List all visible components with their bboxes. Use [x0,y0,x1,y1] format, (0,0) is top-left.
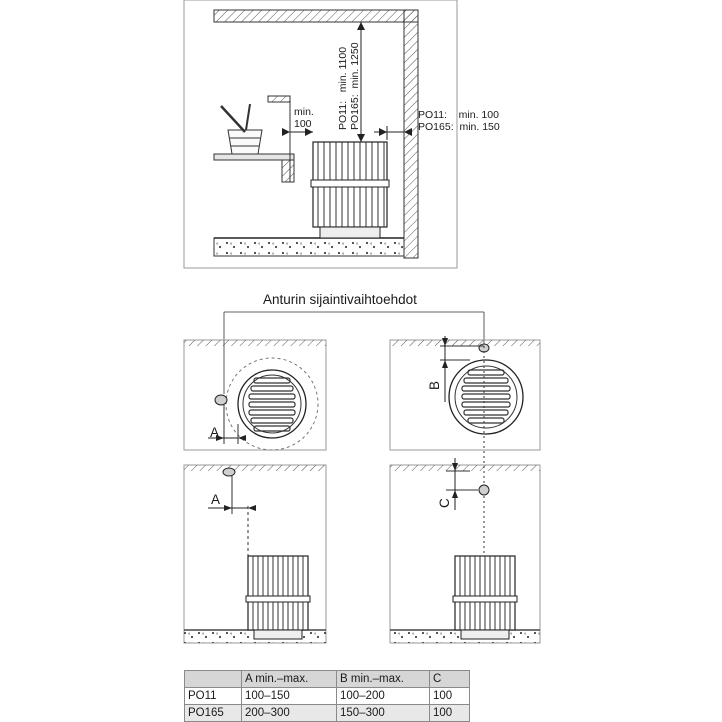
clearance-table [184,670,470,722]
table-cell: PO165 [185,705,242,722]
sensor-icon [223,468,235,476]
table-row [185,705,470,722]
table-cell: 100 [430,705,470,722]
table-cell: 100 [430,688,470,705]
dimension-a-label-2: A [211,492,221,507]
dimension-c-label: C [437,498,452,508]
top-clearance-panel [184,0,500,268]
sensor-icon [215,395,227,405]
bench-clearance-line1: min. [294,106,314,118]
table-header-cell [185,671,242,688]
dimension-b-label: B [427,380,442,390]
dimension-a-label-1: A [210,425,220,440]
table-cell: 100–200 [337,688,430,705]
table-cell: 200–300 [242,705,337,722]
table-cell: 150–300 [337,705,430,722]
sauna-bucket-icon [221,104,262,154]
table-header-cell: A min.–max. [242,671,337,688]
bench-clearance-line2: 100 [294,118,312,130]
sensor-icon [479,485,489,495]
table-header-row [185,671,470,688]
sensor-ceiling-top-view [390,336,540,450]
table-header-cell: B min.–max. [337,671,430,688]
table-header-cell: C [430,671,470,688]
wall-clearance-po11: PO11: min. 100 [418,109,499,121]
ceiling-clearance-po165: PO165: min. 1250 [349,42,361,130]
table-row [185,688,470,705]
sensor-wall-side-view [184,465,326,643]
ceiling-clearance-po11: PO11: min. 1100 [337,46,349,130]
sensor-wall-top-view [184,340,326,450]
floor-dots [214,238,404,256]
heater-side-view [311,142,389,238]
ceiling-hatch [214,10,418,22]
table-cell: PO11 [185,688,242,705]
bench [214,154,294,160]
sensor-title: Anturin sijaintivaihtoehdot [263,292,417,307]
wall-clearance-po165: PO165: min. 150 [418,121,500,133]
table-cell: 100–150 [242,688,337,705]
